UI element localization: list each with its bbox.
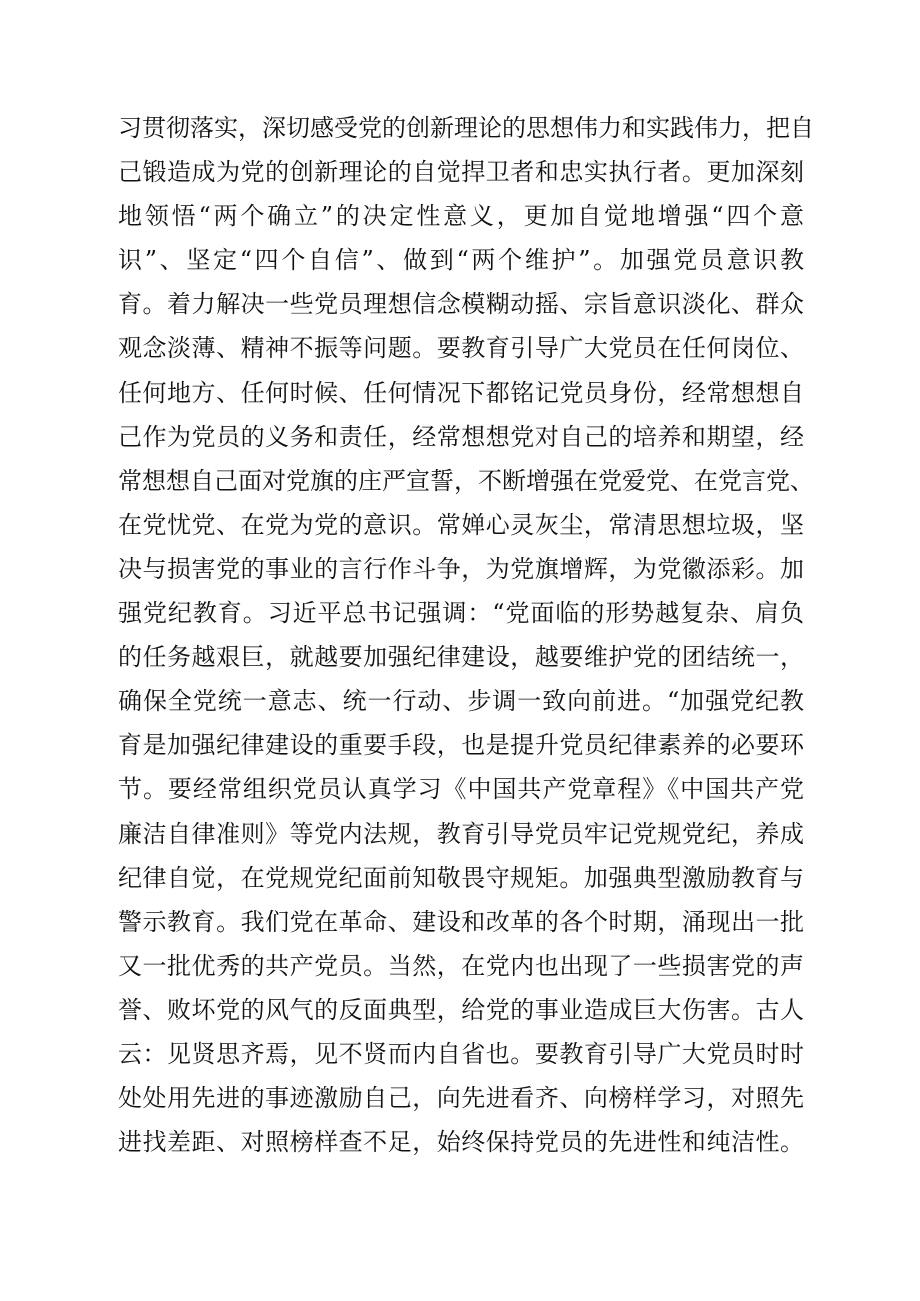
text-line: 任何地方、任何时候、任何情况下都铭记党员身份，经常想想自 <box>118 378 804 407</box>
text-line: 节。要经常组织党员认真学习《中国共产党章程》《中国共产党 <box>118 775 804 804</box>
text-line: 云：见贤思齐焉，见不贤而内自省也。要教育引导广大党员时时 <box>118 1039 804 1068</box>
text-line: 育。着力解决一些党员理想信念模糊动摇、宗旨意识淡化、群众 <box>118 290 804 319</box>
text-line: 又一批优秀的共产党员。当然，在党内也出现了一些损害党的声 <box>118 951 804 980</box>
text-line: 决与损害党的事业的言行作斗争，为党旗增辉，为党徽添彩。加 <box>118 554 804 583</box>
text-line: 进找差距、对照榜样查不足，始终保持党员的先进性和纯洁性。 <box>118 1128 804 1157</box>
text-line: 己锻造成为党的创新理论的自觉捍卫者和忠实执行者。更加深刻 <box>118 158 804 187</box>
text-line: 强党纪教育。习近平总书记强调：“党面临的形势越复杂、肩负 <box>118 599 804 628</box>
text-line: 纪律自觉，在党规党纪面前知敬畏守规矩。加强典型激励教育与 <box>118 863 804 892</box>
text-line: 育是加强纪律建设的重要手段，也是提升党员纪律素养的必要环 <box>118 731 804 760</box>
text-line: 在党忧党、在党为党的意识。常婵心灵灰尘，常清思想垃圾，坚 <box>118 510 804 539</box>
text-line: 确保全党统一意志、统一行动、步调一致向前进。“加强党纪教 <box>118 687 804 716</box>
text-line: 己作为党员的义务和责任，经常想想党对自己的培养和期望，经 <box>118 422 804 451</box>
document-body <box>118 110 814 1168</box>
text-line: 观念淡薄、精神不振等问题。要教育引导广大党员在任何岗位、 <box>118 334 804 363</box>
text-line: 誉、败坏党的风气的反面典型，给党的事业造成巨大伤害。古人 <box>118 995 804 1024</box>
text-line: 处处用先进的事迹激励自己，向先进看齐、向榜样学习，对照先 <box>118 1084 804 1113</box>
text-line: 习贯彻落实，深切感受党的创新理论的思想伟力和实践伟力，把自 <box>118 114 814 142</box>
text-line: 地领悟“两个确立”的决定性意义，更加自觉地增强“四个意 <box>118 202 804 231</box>
text-line: 识”、坚定“四个自信”、做到“两个维护”。加强党员意识教 <box>118 246 804 275</box>
text-line: 的任务越艰巨，就越要加强纪律建设，越要维护党的团结统一， <box>118 643 804 672</box>
text-line: 警示教育。我们党在革命、建设和改革的各个时期，涌现出一批 <box>118 907 804 936</box>
text-line: 常想想自己面对党旗的庄严宣誓，不断增强在党爱党、在党言党、 <box>118 466 814 495</box>
text-line: 廉洁自律准则》等党内法规，教育引导党员牢记党规党纪，养成 <box>118 819 804 848</box>
